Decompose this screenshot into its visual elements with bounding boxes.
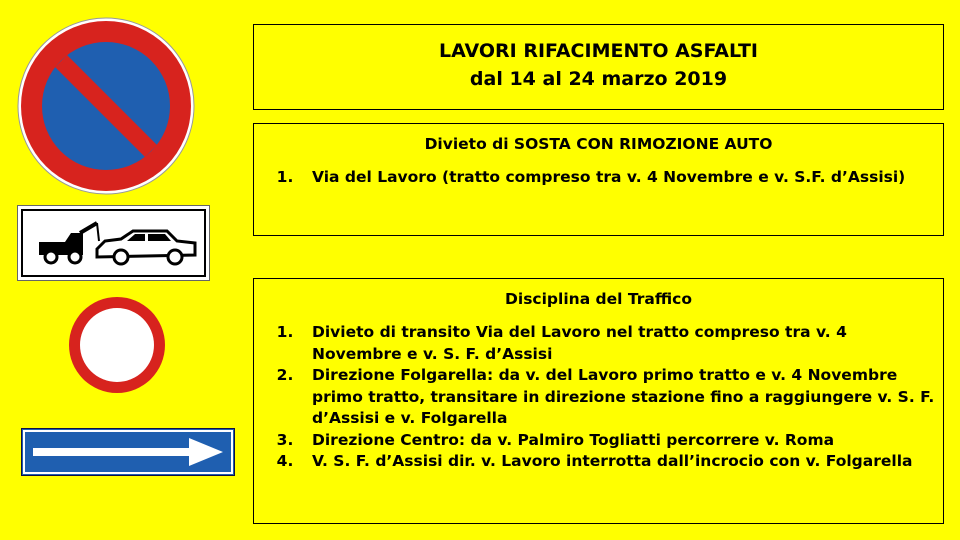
title-box	[253, 24, 944, 110]
list-item: 1. Divieto di transito Via del Lavoro nel tratto compreso tra v. 4 Novembre e v. S. F. d’Assisi	[276, 323, 847, 363]
parking-ban-list	[254, 167, 943, 189]
traffic-box	[253, 278, 944, 524]
parking-ban-heading: Divieto di SOSTA CON RIMOZIONE AUTO	[424, 135, 773, 153]
title-line-1: LAVORI RIFACIMENTO ASFALTI	[439, 40, 758, 62]
parking-ban-box	[253, 123, 944, 236]
title-line-2: dal 14 al 24 marzo 2019	[469, 68, 728, 90]
list-item: 2. Direzione Folgarella: da v. del Lavoro primo tratto e v. 4 Novembre primo tratto, transitare in direzione stazione fino a raggiungere v. S. F. d’Assisi e v. Folgarella	[276, 366, 935, 427]
traffic-list	[254, 322, 943, 473]
list-item: 4. V. S. F. d’Assisi dir. v. Lavoro interrotta dall’incrocio con v. Folgarella	[276, 452, 913, 470]
traffic-heading: Disciplina del Traffico	[505, 290, 692, 308]
tow-away-panel-icon	[17, 205, 210, 281]
one-way-arrow-sign-icon	[21, 428, 235, 476]
list-item: 3. Direzione Centro: da v. Palmiro Togliatti percorrere v. Roma	[276, 430, 835, 449]
no-parking-sign-icon	[16, 16, 196, 196]
list-item: 1. Via del Lavoro (tratto compreso tra v. 4 Novembre e v. S.F. d’Assisi)	[276, 168, 906, 186]
no-transit-sign-icon	[68, 296, 166, 394]
